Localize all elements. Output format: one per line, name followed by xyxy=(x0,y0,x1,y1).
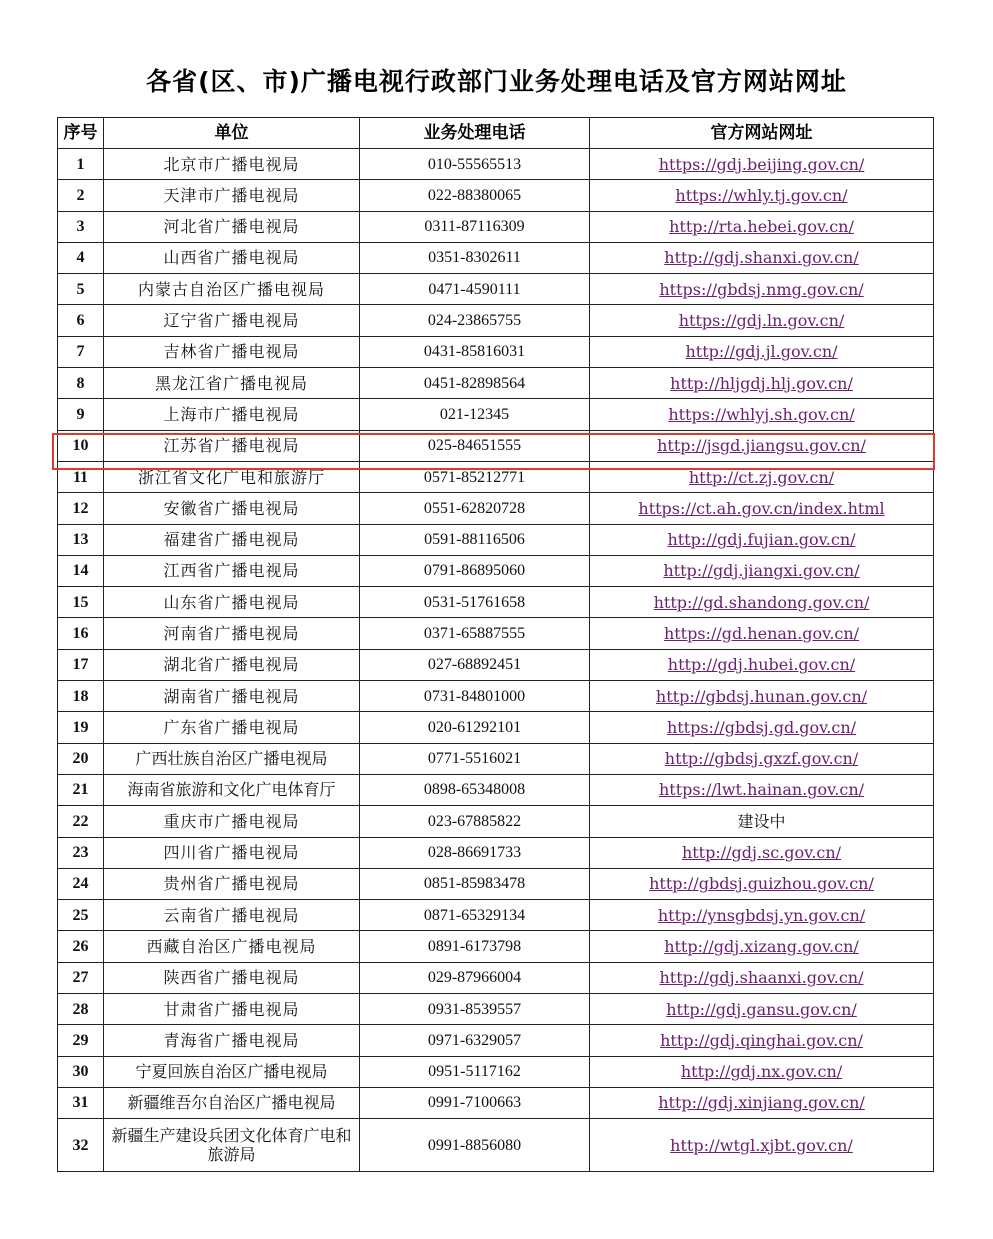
table-row xyxy=(58,461,934,492)
website-status: 建设中 xyxy=(737,811,786,831)
table-body xyxy=(58,149,934,1172)
row-phone: 024-23865755 xyxy=(360,305,590,336)
row-unit: 福建省广播电视局 xyxy=(104,524,360,555)
row-phone: 0991-8856080 xyxy=(360,1119,590,1172)
row-index: 29 xyxy=(58,1025,104,1056)
website-link[interactable]: http://ynsgbdsj.yn.gov.cn/ xyxy=(657,905,866,925)
row-website-cell xyxy=(590,461,934,492)
website-link[interactable]: http://jsgd.jiangsu.gov.cn/ xyxy=(657,436,866,456)
website-link[interactable]: https://gd.henan.gov.cn/ xyxy=(663,624,860,643)
row-index: 11 xyxy=(58,461,104,492)
row-unit: 海南省旅游和文化广电体育厅 xyxy=(104,774,360,805)
table-row xyxy=(58,274,934,305)
row-index: 28 xyxy=(58,994,104,1025)
row-index: 17 xyxy=(58,649,104,680)
website-link[interactable]: http://gdj.xinjiang.gov.cn/ xyxy=(658,1093,865,1113)
website-link[interactable]: https://lwt.hainan.gov.cn/ xyxy=(658,780,865,800)
row-unit: 浙江省文化广电和旅游厅 xyxy=(104,461,360,492)
row-unit: 新疆生产建设兵团文化体育广电和旅游局 xyxy=(104,1119,360,1172)
table-row xyxy=(58,618,934,649)
table-row xyxy=(58,493,934,524)
table-row xyxy=(58,587,934,618)
row-unit: 上海市广播电视局 xyxy=(104,399,360,430)
row-website-cell xyxy=(590,1087,934,1118)
website-link[interactable]: http://gdj.gansu.gov.cn/ xyxy=(666,999,857,1019)
row-unit: 内蒙古自治区广播电视局 xyxy=(104,274,360,305)
row-website-cell xyxy=(590,649,934,680)
row-website-cell xyxy=(590,712,934,743)
row-index: 22 xyxy=(58,806,104,837)
website-link[interactable]: http://gdj.fujian.gov.cn/ xyxy=(667,530,856,550)
row-unit: 湖北省广播电视局 xyxy=(104,649,360,680)
row-phone: 010-55565513 xyxy=(360,149,590,180)
row-website-cell xyxy=(590,493,934,524)
table-row xyxy=(58,681,934,712)
table-row xyxy=(58,712,934,743)
website-link[interactable]: https://whlyj.sh.gov.cn/ xyxy=(668,404,855,424)
row-unit: 广西壮族自治区广播电视局 xyxy=(104,743,360,774)
header-index: 序号 xyxy=(58,118,104,149)
row-phone: 0891-6173798 xyxy=(360,931,590,962)
row-website-cell xyxy=(590,368,934,399)
row-unit: 江苏省广播电视局 xyxy=(104,430,360,461)
table-row xyxy=(58,305,934,336)
row-index: 7 xyxy=(58,336,104,367)
row-website-cell xyxy=(590,587,934,618)
website-link[interactable]: http://gdj.hubei.gov.cn/ xyxy=(667,655,856,675)
row-phone: 0951-5117162 xyxy=(360,1056,590,1087)
row-index: 4 xyxy=(58,242,104,273)
row-index: 18 xyxy=(58,681,104,712)
row-phone: 0571-85212771 xyxy=(360,461,590,492)
row-index: 5 xyxy=(58,274,104,305)
row-index: 3 xyxy=(58,211,104,242)
row-phone: 0451-82898564 xyxy=(360,368,590,399)
row-index: 24 xyxy=(58,868,104,899)
row-unit: 天津市广播电视局 xyxy=(104,180,360,211)
row-phone: 0471-4590111 xyxy=(360,274,590,305)
row-unit: 江西省广播电视局 xyxy=(104,555,360,586)
row-website-cell xyxy=(590,180,934,211)
row-website-cell xyxy=(590,242,934,273)
website-link[interactable]: http://ct.zj.gov.cn/ xyxy=(688,467,835,487)
row-website-cell xyxy=(590,555,934,586)
table-row xyxy=(58,211,934,242)
table-row xyxy=(58,242,934,273)
row-unit: 山西省广播电视局 xyxy=(104,242,360,273)
row-phone: 0731-84801000 xyxy=(360,681,590,712)
table-row xyxy=(58,180,934,211)
row-index: 31 xyxy=(58,1087,104,1118)
row-website-cell xyxy=(590,681,934,712)
row-index: 14 xyxy=(58,555,104,586)
website-link[interactable]: http://gdj.xizang.gov.cn/ xyxy=(664,936,859,956)
row-unit: 云南省广播电视局 xyxy=(104,900,360,931)
row-index: 19 xyxy=(58,712,104,743)
row-unit: 黑龙江省广播电视局 xyxy=(104,368,360,399)
website-link[interactable]: https://gbdsj.gd.gov.cn/ xyxy=(666,717,857,737)
row-index: 8 xyxy=(58,368,104,399)
row-phone: 021-12345 xyxy=(360,399,590,430)
row-unit: 四川省广播电视局 xyxy=(104,837,360,868)
table-row xyxy=(58,1087,934,1118)
row-website-cell xyxy=(590,399,934,430)
row-unit: 山东省广播电视局 xyxy=(104,587,360,618)
row-phone: 023-67885822 xyxy=(360,806,590,837)
row-index: 16 xyxy=(58,618,104,649)
row-index: 13 xyxy=(58,524,104,555)
table-row xyxy=(58,806,934,837)
row-unit: 河南省广播电视局 xyxy=(104,618,360,649)
row-index: 6 xyxy=(58,305,104,336)
row-phone: 027-68892451 xyxy=(360,649,590,680)
table-row xyxy=(58,1119,934,1172)
row-phone: 0871-65329134 xyxy=(360,900,590,931)
row-phone: 029-87966004 xyxy=(360,962,590,993)
website-link[interactable]: https://gdj.ln.gov.cn/ xyxy=(678,311,845,331)
row-phone: 0791-86895060 xyxy=(360,555,590,586)
website-link[interactable]: http://gdj.nx.gov.cn/ xyxy=(680,1062,843,1082)
table-row xyxy=(58,743,934,774)
row-index: 25 xyxy=(58,900,104,931)
row-index: 27 xyxy=(58,962,104,993)
table-row xyxy=(58,399,934,430)
row-website-cell xyxy=(590,868,934,899)
row-phone: 0898-65348008 xyxy=(360,774,590,805)
row-index: 23 xyxy=(58,837,104,868)
row-phone: 028-86691733 xyxy=(360,837,590,868)
website-link[interactable]: http://gdj.qinghai.gov.cn/ xyxy=(660,1030,863,1050)
table-row xyxy=(58,837,934,868)
table-row xyxy=(58,962,934,993)
row-website-cell xyxy=(590,211,934,242)
row-unit: 河北省广播电视局 xyxy=(104,211,360,242)
row-website-cell xyxy=(590,305,934,336)
row-index: 1 xyxy=(58,149,104,180)
table-row xyxy=(58,1056,934,1087)
row-unit: 安徽省广播电视局 xyxy=(104,493,360,524)
row-phone: 0591-88116506 xyxy=(360,524,590,555)
row-website-cell xyxy=(590,994,934,1025)
header-unit: 单位 xyxy=(104,118,360,149)
row-unit: 甘肃省广播电视局 xyxy=(104,994,360,1025)
row-website-cell xyxy=(590,1056,934,1087)
row-website-cell xyxy=(590,336,934,367)
website-link[interactable]: http://gdj.jl.gov.cn/ xyxy=(685,342,838,362)
website-link[interactable]: http://gbdsj.hunan.gov.cn/ xyxy=(655,686,868,706)
row-website-cell xyxy=(590,962,934,993)
row-unit: 辽宁省广播电视局 xyxy=(104,305,360,336)
row-index: 9 xyxy=(58,399,104,430)
row-unit: 青海省广播电视局 xyxy=(104,1025,360,1056)
table-row xyxy=(58,149,934,180)
website-link[interactable]: https://gdj.beijing.gov.cn/ xyxy=(658,154,865,174)
row-phone: 0971-6329057 xyxy=(360,1025,590,1056)
row-phone: 020-61292101 xyxy=(360,712,590,743)
table-row xyxy=(58,1025,934,1056)
row-unit: 贵州省广播电视局 xyxy=(104,868,360,899)
row-phone: 0351-8302611 xyxy=(360,242,590,273)
website-link[interactable]: http://gdj.jiangxi.gov.cn/ xyxy=(663,561,860,581)
row-index: 21 xyxy=(58,774,104,805)
header-phone: 业务处理电话 xyxy=(360,118,590,149)
row-website-cell xyxy=(590,806,934,837)
row-website-cell xyxy=(590,931,934,962)
row-unit: 吉林省广播电视局 xyxy=(104,336,360,367)
row-phone: 022-88380065 xyxy=(360,180,590,211)
row-phone: 0771-5516021 xyxy=(360,743,590,774)
row-index: 12 xyxy=(58,493,104,524)
row-website-cell xyxy=(590,1025,934,1056)
row-website-cell xyxy=(590,900,934,931)
row-phone: 0431-85816031 xyxy=(360,336,590,367)
website-link[interactable]: https://gbdsj.nmg.gov.cn/ xyxy=(659,279,864,299)
row-unit: 新疆维吾尔自治区广播电视局 xyxy=(104,1087,360,1118)
table-row xyxy=(58,649,934,680)
row-website-cell xyxy=(590,837,934,868)
table-row xyxy=(58,900,934,931)
row-phone: 0851-85983478 xyxy=(360,868,590,899)
table-row xyxy=(58,524,934,555)
row-website-cell xyxy=(590,149,934,180)
table-row xyxy=(58,430,934,461)
row-index: 20 xyxy=(58,743,104,774)
row-unit: 北京市广播电视局 xyxy=(104,149,360,180)
table-row xyxy=(58,868,934,899)
website-link[interactable]: http://gbdsj.gxzf.gov.cn/ xyxy=(664,749,859,769)
row-website-cell xyxy=(590,618,934,649)
row-website-cell xyxy=(590,274,934,305)
row-unit: 湖南省广播电视局 xyxy=(104,681,360,712)
row-index: 26 xyxy=(58,931,104,962)
row-website-cell xyxy=(590,430,934,461)
table-row xyxy=(58,555,934,586)
row-index: 30 xyxy=(58,1056,104,1087)
website-link[interactable]: http://gd.shandong.gov.cn/ xyxy=(653,592,870,612)
row-unit: 宁夏回族自治区广播电视局 xyxy=(104,1056,360,1087)
row-phone: 0311-87116309 xyxy=(360,211,590,242)
table-row xyxy=(58,336,934,367)
row-phone: 025-84651555 xyxy=(360,430,590,461)
contacts-table xyxy=(57,117,934,1172)
table-row xyxy=(58,994,934,1025)
row-unit: 重庆市广播电视局 xyxy=(104,806,360,837)
row-phone: 0991-7100663 xyxy=(360,1087,590,1118)
row-unit: 广东省广播电视局 xyxy=(104,712,360,743)
website-link[interactable]: http://gbdsj.guizhou.gov.cn/ xyxy=(649,874,874,894)
row-index: 2 xyxy=(58,180,104,211)
row-index: 10 xyxy=(58,430,104,461)
website-link[interactable]: http://hljgdj.hlj.gov.cn/ xyxy=(670,373,853,393)
row-phone: 0551-62820728 xyxy=(360,493,590,524)
website-link[interactable]: https://whly.tj.gov.cn/ xyxy=(675,185,848,205)
table-row xyxy=(58,368,934,399)
row-index: 15 xyxy=(58,587,104,618)
row-phone: 0931-8539557 xyxy=(360,994,590,1025)
row-phone: 0531-51761658 xyxy=(360,587,590,618)
table-row xyxy=(58,931,934,962)
website-link[interactable]: http://gdj.shanxi.gov.cn/ xyxy=(664,248,859,268)
row-website-cell xyxy=(590,1119,934,1172)
header-row xyxy=(58,118,934,149)
page-title: 各省(区、市)广播电视行政部门业务处理电话及官方网站网址 xyxy=(146,67,847,96)
row-unit: 陕西省广播电视局 xyxy=(104,962,360,993)
row-website-cell xyxy=(590,774,934,805)
row-website-cell xyxy=(590,524,934,555)
row-unit: 西藏自治区广播电视局 xyxy=(104,931,360,962)
website-link[interactable]: http://gdj.sc.gov.cn/ xyxy=(681,843,842,863)
website-link[interactable]: https://ct.ah.gov.cn/index.html xyxy=(638,498,885,518)
row-phone: 0371-65887555 xyxy=(360,618,590,649)
header-website: 官方网站网址 xyxy=(590,118,934,149)
row-index: 32 xyxy=(58,1119,104,1172)
website-link[interactable]: http://gdj.shaanxi.gov.cn/ xyxy=(659,968,864,988)
table-row xyxy=(58,774,934,805)
row-website-cell xyxy=(590,743,934,774)
website-link[interactable]: http://rta.hebei.gov.cn/ xyxy=(669,217,854,237)
website-link[interactable]: http://wtgl.xjbt.gov.cn/ xyxy=(670,1135,853,1155)
